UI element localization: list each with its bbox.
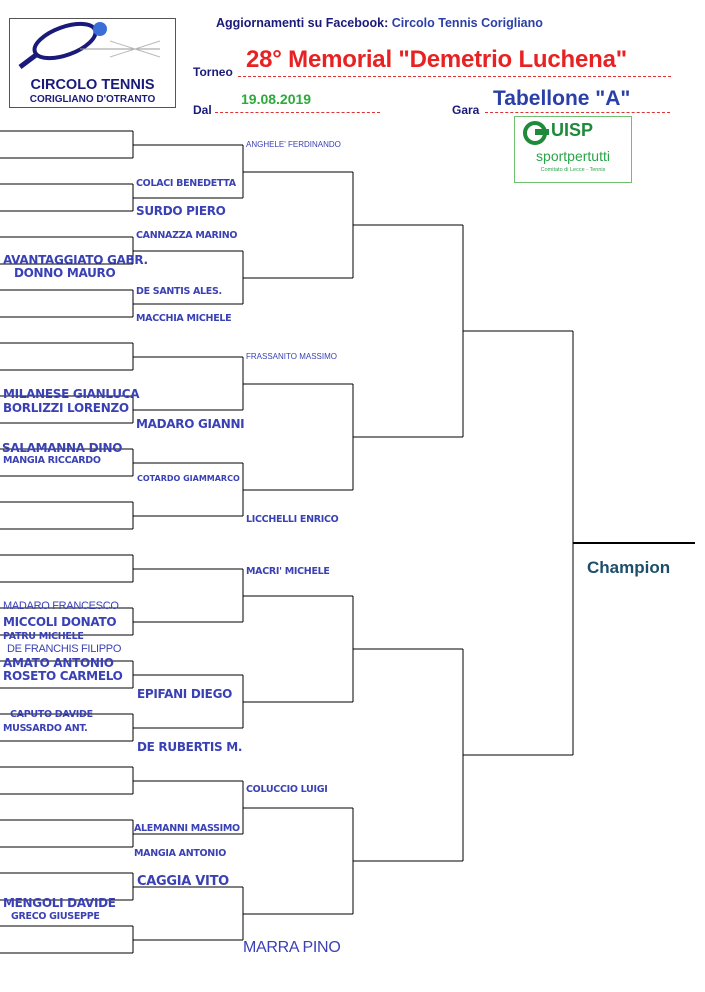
dal-underline <box>215 112 380 113</box>
torneo-label: Torneo <box>193 65 233 79</box>
player-name: MICCOLI DONATO <box>3 615 117 629</box>
club-logo <box>9 18 176 108</box>
player-name: GRECO GIUSEPPE <box>11 911 100 922</box>
player-name: MARRA PINO <box>243 939 341 956</box>
club-name-line1: CIRCOLO TENNIS <box>30 77 155 93</box>
player-name: COLUCCIO LUIGI <box>246 784 328 795</box>
club-name-line2: CORIGLIANO D'OTRANTO <box>29 94 156 105</box>
start-date: 19.08.2019 <box>241 91 312 107</box>
player-name: MANGIA RICCARDO <box>3 455 101 466</box>
player-name: DE RUBERTIS M. <box>137 740 243 754</box>
uisp-emblem-icon <box>521 119 555 147</box>
player-name: DONNO MAURO <box>14 266 116 280</box>
player-name: FRASSANITO MASSIMO <box>246 352 337 361</box>
player-name: CAPUTO DAVIDE <box>10 709 93 720</box>
gara-label: Gara <box>452 103 480 117</box>
player-name: DE SANTIS ALES. <box>136 286 222 297</box>
player-name: EPIFANI DIEGO <box>137 687 233 701</box>
player-name: MENGOLI DAVIDE <box>3 896 116 910</box>
uisp-slogan: sportpertutti <box>536 148 610 164</box>
player-name: ANGHELE' FERDINANDO <box>246 140 341 149</box>
player-name: COLACI BENEDETTA <box>136 178 236 189</box>
player-name: DE FRANCHIS FILIPPO <box>7 643 122 655</box>
player-name: CAGGIA VITO <box>137 874 229 889</box>
uisp-committee: Comitato di Lecce - Tennis <box>540 167 606 173</box>
player-name: COTARDO GIAMMARCO <box>137 474 240 483</box>
draw-name: Tabellone "A" <box>493 87 631 110</box>
gara-underline <box>485 112 670 113</box>
player-name: CANNAZZA MARINO <box>136 230 238 241</box>
torneo-underline <box>238 76 671 77</box>
player-name: MADARO GIANNI <box>136 417 245 431</box>
player-name: PATRU MICHELE <box>3 631 84 642</box>
player-name: MILANESE GIANLUCA <box>3 387 140 401</box>
player-name: ALEMANNI MASSIMO <box>134 823 240 834</box>
player-name: SALAMANNA DINO <box>2 441 123 455</box>
champion-label: Champion <box>587 558 671 577</box>
player-name: ROSETO CARMELO <box>3 669 123 683</box>
player-name: LICCHELLI ENRICO <box>246 514 339 525</box>
facebook-notice <box>216 16 543 30</box>
dal-label: Dal <box>193 103 212 117</box>
player-name: MUSSARDO ANT. <box>3 723 88 734</box>
uisp-name: UISP <box>551 120 594 140</box>
player-name: MACRI' MICHELE <box>246 566 330 577</box>
uisp-logo <box>514 116 632 183</box>
tennis-racket-icon <box>10 19 175 77</box>
player-name: AMATO ANTONIO <box>3 656 114 670</box>
player-name: MADARO FRANCESCO <box>3 600 119 612</box>
player-name: SURDO PIERO <box>136 204 226 218</box>
player-name: AVANTAGGIATO GABR. <box>3 253 148 267</box>
player-name: MANGIA ANTONIO <box>134 848 226 859</box>
facebook-value: Circolo Tennis Corigliano <box>391 16 543 30</box>
player-name: MACCHIA MICHELE <box>136 313 232 324</box>
facebook-label: Aggiornamenti su Facebook: <box>216 16 389 30</box>
tournament-title: 28° Memorial "Demetrio Luchena" <box>246 46 627 73</box>
player-name: BORLIZZI LORENZO <box>3 401 129 415</box>
